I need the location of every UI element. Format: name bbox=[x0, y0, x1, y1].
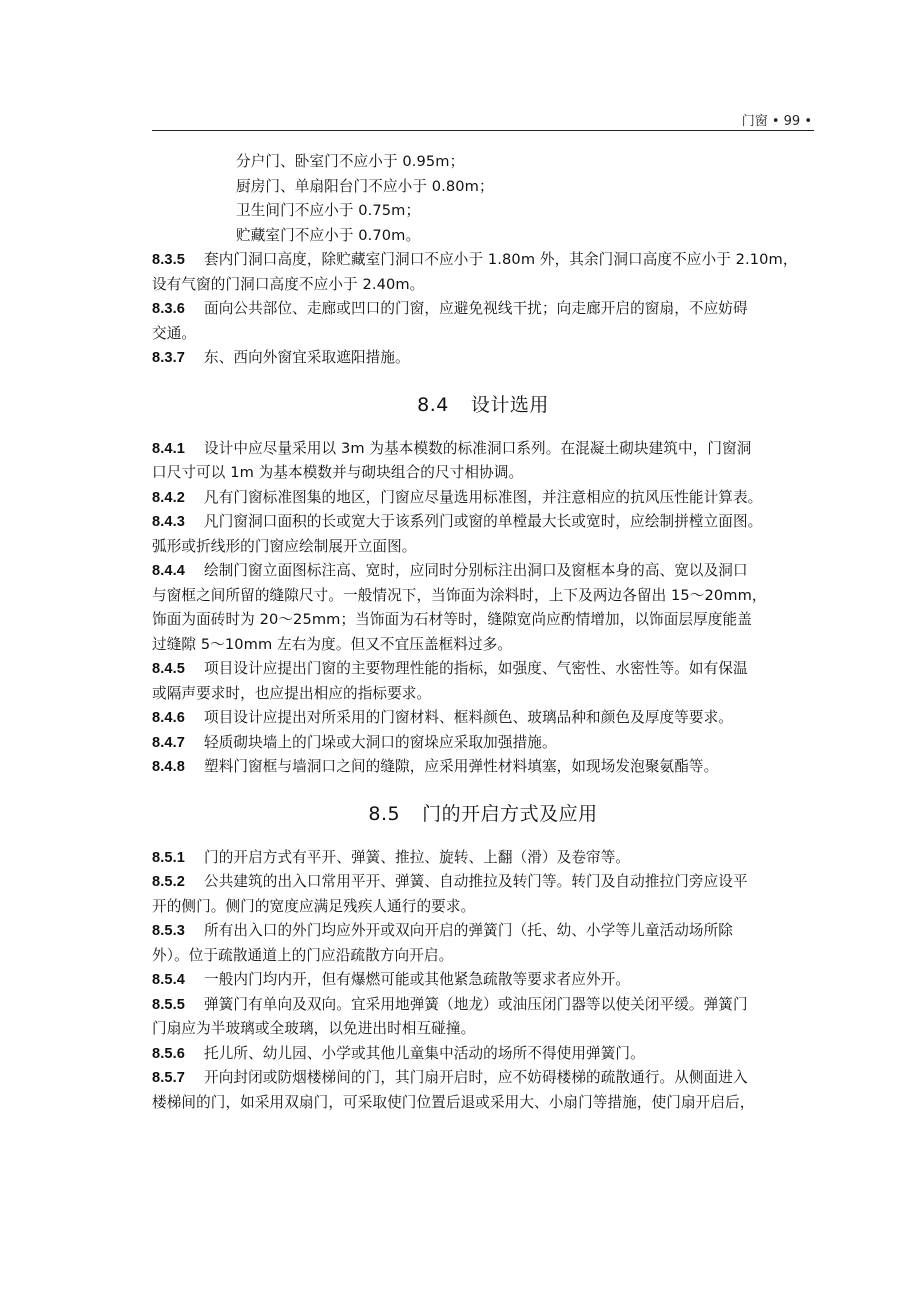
clause-continuation-line bbox=[152, 584, 814, 609]
clause-first-line bbox=[152, 846, 814, 871]
clause-continuation-line bbox=[152, 1017, 814, 1042]
clause bbox=[152, 510, 814, 559]
clause bbox=[152, 559, 814, 657]
clause-first-line bbox=[152, 870, 814, 895]
clause-number: 8.4.4 bbox=[152, 563, 185, 579]
continued-item: 卫生间门不应小于 0.75m； bbox=[236, 202, 421, 219]
clause bbox=[152, 657, 814, 706]
clause-first-line bbox=[152, 706, 814, 731]
clause-first-line bbox=[152, 1042, 814, 1067]
clause-text: 一般内门均内开，但有爆燃可能或其他紧急疏散等要求者应外开。 bbox=[204, 971, 631, 988]
clause-first-line bbox=[152, 297, 814, 322]
clause-first-line bbox=[152, 510, 814, 535]
section-title: 门的开启方式及应用 bbox=[422, 802, 598, 825]
section-heading-8-4 bbox=[152, 391, 814, 419]
clause-number: 8.4.1 bbox=[152, 440, 185, 457]
continued-item: 分户门、卧室门不应小于 0.95m； bbox=[236, 153, 465, 170]
clause-text: 口尺寸可以 1m 为基本模数并与砌块组合的尺寸相协调。 bbox=[152, 464, 524, 481]
clause-text: 开向封闭或防烟楼梯间的门，其门扇开启时，应不妨碍楼梯的疏散通行。从侧面进入 bbox=[204, 1069, 748, 1086]
clause-continuation-line bbox=[152, 273, 814, 298]
continued-items bbox=[152, 150, 814, 248]
clause-number: 8.3.5 bbox=[152, 252, 185, 268]
clause-text: 楼梯间的门，如采用双扇门，可采取使门位置后退或采用大、小扇门等措施，使门扇开启后， bbox=[152, 1093, 755, 1111]
clause-text: 所有出入口的外门均应外开或双向开启的弹簧门（托、幼、小学等儿童活动场所除 bbox=[204, 922, 733, 939]
clause-number: 8.5.7 bbox=[152, 1070, 185, 1086]
section-title: 设计选用 bbox=[470, 393, 549, 416]
clause bbox=[152, 993, 814, 1042]
clause-text: 弧形或折线形的门窗应绘制展开立面图。 bbox=[152, 537, 417, 555]
clause-text: 面向公共部位、走廊或凹口的门窗，应避免视线干扰；向走廊开启的窗扇，不应妨碍 bbox=[204, 300, 748, 317]
clause bbox=[152, 437, 814, 486]
clause-first-line bbox=[152, 968, 814, 993]
clause-text: 项目设计应提出对所采用的门窗材料、框料颜色、玻璃品种和颜色及厚度等要求。 bbox=[204, 709, 733, 726]
clause-number: 8.5.2 bbox=[152, 874, 185, 890]
clauses-group-8-3 bbox=[152, 248, 814, 371]
clause bbox=[152, 870, 814, 919]
clause-continuation-line bbox=[152, 895, 814, 920]
clause-number: 8.5.4 bbox=[152, 972, 185, 988]
clause bbox=[152, 919, 814, 968]
page-header bbox=[152, 108, 814, 131]
clause bbox=[152, 731, 814, 756]
clause-number: 8.4.2 bbox=[152, 489, 185, 506]
clause-text: 凡门窗洞口面积的长或宽大于该系列门或窗的单樘最大长或宽时，应绘制拼樘立面图。 bbox=[204, 513, 763, 530]
clause-text: 与窗框之间所留的缝隙尺寸。一般情况下，当饰面为涂料时，上下及两边各留出 15～20mm， bbox=[152, 586, 767, 604]
clause-continuation-line bbox=[152, 461, 814, 486]
clause-first-line bbox=[152, 248, 814, 273]
clause-number: 8.4.6 bbox=[152, 710, 185, 726]
clause bbox=[152, 486, 814, 511]
clause-text: 塑料门窗框与墙洞口之间的缝隙，应采用弹性材料填塞，如现场发泡聚氨酯等。 bbox=[204, 758, 719, 775]
clause-number: 8.5.3 bbox=[152, 923, 185, 939]
clause bbox=[152, 968, 814, 993]
clause bbox=[152, 297, 814, 346]
clause bbox=[152, 1066, 814, 1115]
clause-text: 饰面为面砖时为 20～25mm；当饰面为石材等时，缝隙宽尚应酌情增加，以饰面层厚度能盖 bbox=[152, 611, 752, 628]
clause-first-line bbox=[152, 919, 814, 944]
clause-text: 过缝隙 5～10mm 左右为度。但又不宜压盖框料过多。 bbox=[152, 635, 513, 653]
clause-text: 凡有门窗标准图集的地区，门窗应尽量选用标准图，并注意相应的抗风压性能计算表。 bbox=[204, 488, 763, 506]
clause-text: 或隔声要求时，也应提出相应的指标要求。 bbox=[152, 684, 432, 702]
section-number: 8.5 bbox=[368, 802, 401, 825]
clause bbox=[152, 248, 814, 297]
clause-first-line bbox=[152, 437, 814, 462]
clause-number: 8.5.1 bbox=[152, 849, 185, 866]
section-number: 8.4 bbox=[417, 393, 449, 416]
clause bbox=[152, 706, 814, 731]
clause-number: 8.3.6 bbox=[152, 301, 185, 317]
clause-text: 弹簧门有单向及双向。宜采用地弹簧（地龙）或油压闭门器等以使关闭平缓。弹簧门 bbox=[204, 995, 748, 1013]
clauses-group-8-5 bbox=[152, 846, 814, 1116]
clause-text: 门扇应为半玻璃或全玻璃，以免进出时相互碰撞。 bbox=[152, 1020, 476, 1037]
clause-text: 设有气窗的门洞口高度不应小于 2.40m。 bbox=[152, 275, 425, 293]
clauses-group-8-4 bbox=[152, 437, 814, 780]
clause bbox=[152, 755, 814, 780]
clause bbox=[152, 1042, 814, 1067]
clause-number: 8.4.5 bbox=[152, 661, 185, 677]
clause-text: 套内门洞口高度，除贮藏室门洞口不应小于 1.80m 外，其余门洞口高度不应小于 2.10m， bbox=[204, 251, 798, 268]
clause-number: 8.4.7 bbox=[152, 734, 185, 751]
clause-first-line bbox=[152, 346, 814, 371]
continued-item: 厨房门、单扇阳台门不应小于 0.80m； bbox=[236, 177, 494, 195]
clause-text: 绘制门窗立面图标注高、宽时，应同时分别标注出洞口及窗框本身的高、宽以及洞口 bbox=[204, 562, 748, 579]
clause-first-line bbox=[152, 486, 814, 511]
clause-first-line bbox=[152, 731, 814, 756]
clause-text: 外）。位于疏散通道上的门应沿疏散方向开启。 bbox=[152, 946, 454, 964]
clause-text: 东、西向外窗宜采取遮阳措施。 bbox=[204, 349, 410, 366]
page-body bbox=[152, 150, 814, 1115]
clause-text: 托儿所、幼儿园、小学或其他儿童集中活动的场所不得使用弹簧门。 bbox=[204, 1044, 645, 1062]
clause-continuation-line bbox=[152, 944, 814, 969]
clause-first-line bbox=[152, 1066, 814, 1091]
section-heading-8-5 bbox=[152, 800, 814, 828]
clause bbox=[152, 846, 814, 871]
clause-number: 8.4.8 bbox=[152, 759, 185, 775]
clause-continuation-line bbox=[152, 535, 814, 560]
clause-text: 轻质砌块墙上的门垛或大洞口的窗垛应采取加强措施。 bbox=[204, 733, 557, 751]
clause-text: 门的开启方式有平开、弹簧、推拉、旋转、上翻（滑）及卷帘等。 bbox=[204, 848, 631, 866]
clause-number: 8.5.6 bbox=[152, 1045, 185, 1062]
clause-text: 设计中应尽量采用以 3m 为基本模数的标准洞口系列。在混凝土砌块建筑中，门窗洞 bbox=[204, 439, 752, 457]
clause-first-line bbox=[152, 657, 814, 682]
clause-first-line bbox=[152, 559, 814, 584]
clause-first-line bbox=[152, 993, 814, 1018]
clause-first-line bbox=[152, 755, 814, 780]
clause-text: 开的侧门。侧门的宽度应满足残疾人通行的要求。 bbox=[152, 897, 476, 915]
clause-number: 8.5.5 bbox=[152, 996, 185, 1013]
clause-continuation-line bbox=[152, 682, 814, 707]
clause-number: 8.3.7 bbox=[152, 350, 185, 366]
continued-item: 贮藏室门不应小于 0.70m。 bbox=[236, 226, 421, 244]
clause-text: 公共建筑的出入口常用平开、弹簧、自动推拉及转门等。转门及自动推拉门旁应设平 bbox=[204, 873, 748, 890]
clause-continuation-line bbox=[152, 608, 814, 633]
clause-continuation-line bbox=[152, 1091, 814, 1116]
running-header: 门窗 • 99 • bbox=[741, 114, 812, 129]
clause bbox=[152, 346, 814, 371]
clause-continuation-line bbox=[152, 633, 814, 658]
clause-continuation-line bbox=[152, 322, 814, 347]
clause-text: 交通。 bbox=[152, 324, 197, 342]
clause-text: 项目设计应提出门窗的主要物理性能的指标，如强度、气密性、水密性等。如有保温 bbox=[204, 660, 748, 677]
clause-number: 8.4.3 bbox=[152, 514, 185, 530]
